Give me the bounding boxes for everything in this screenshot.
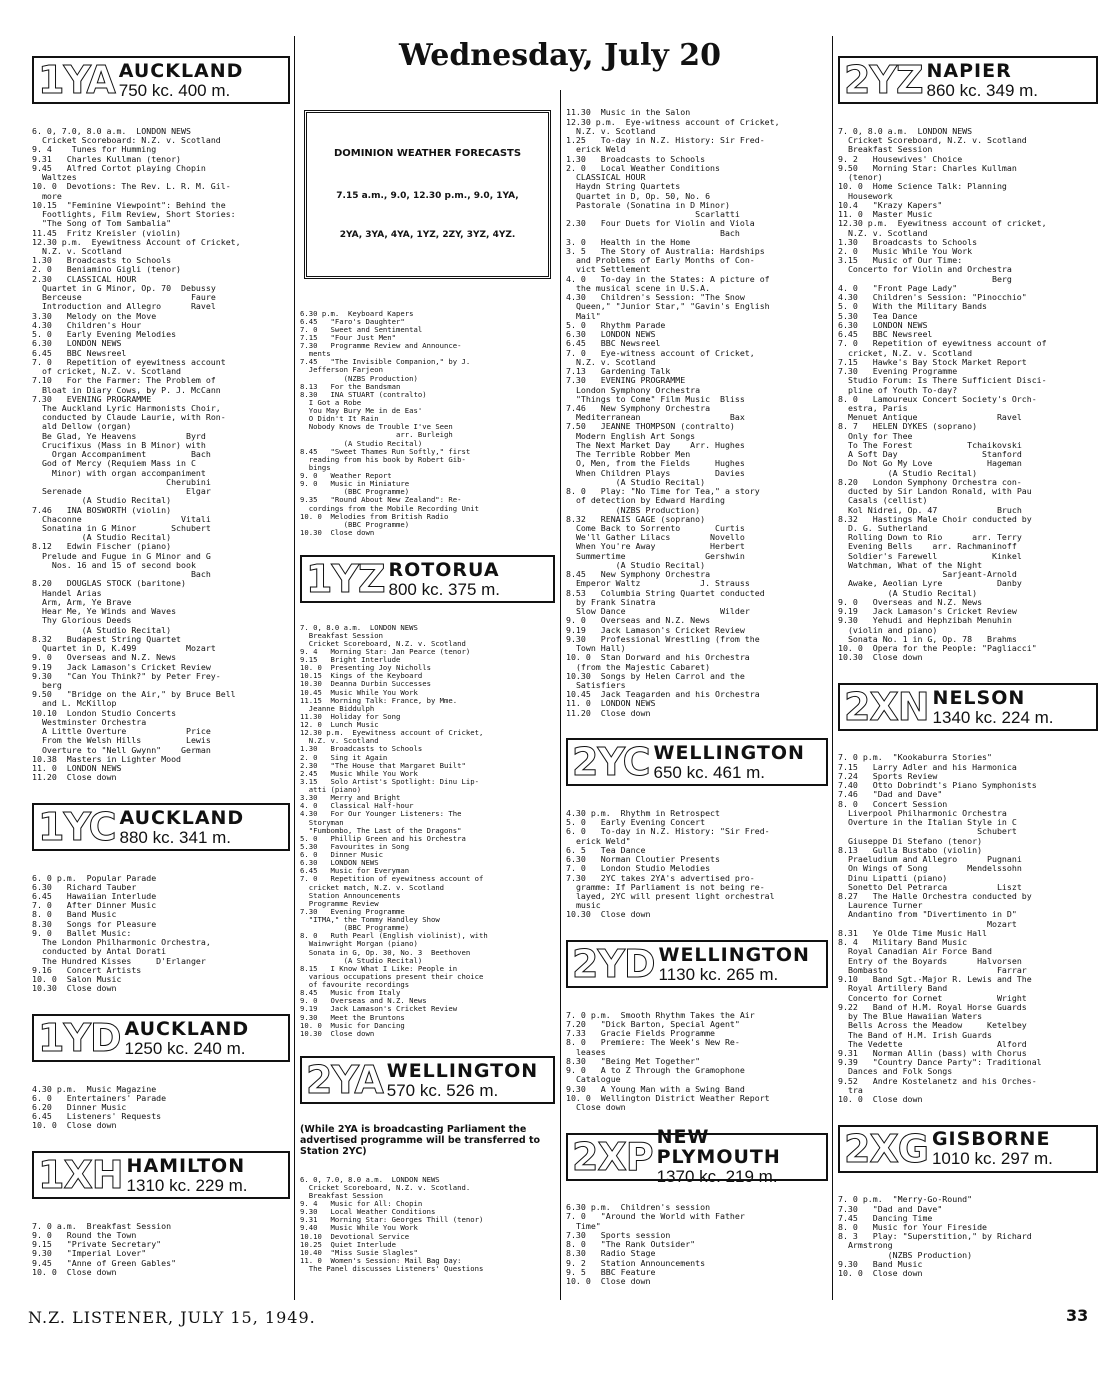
weather-line: 7.15 a.m., 9.0, 12.30 p.m., 9.0, 1YA, [336,191,519,202]
station-callsign: 1YZ [306,557,385,602]
station-callsign: 2YD [572,942,655,987]
column-4 [838,36,1098,1288]
column-rule [294,36,295,1300]
column-3 [566,90,828,1295]
station-frequency: 570 kc. 526 m. [386,1080,499,1100]
station-frequency: 880 kc. 341 m. [119,827,232,847]
program-listing-2xg: 7. 0 p.m. "Merry-Go-Round" 7.30 "Dad and Dave" 7.45 Dancing Time 8. 0 Music for Your Fireside 8. 3 Play: "Superstition," by Richard Armstrong (NZBS Production) 9.30 Band Music 10. 0 Close down [838,1194,1032,1279]
page-heading: Wednesday, July 20 [399,38,721,73]
station-city: NAPIER [926,59,1012,82]
page-number: 33 [1066,1306,1089,1325]
program-listing-1yd: 4.30 p.m. Music Magazine 6. 0 Entertainers' Parade 6.20 Dinner Music 6.45 Listeners' Requests 10. 0 Close down [32,1083,167,1131]
station-1yd [32,1014,290,1062]
station-callsign: 2XP [572,1134,653,1179]
station-callsign: 1XH [38,1153,123,1198]
station-callsign: 2YC [572,740,650,785]
station-2xg [838,1125,1098,1173]
column-rule [832,36,833,1300]
station-city: ROTORUA [388,558,500,581]
station-1ya [32,56,290,104]
station-frequency: 1130 kc. 265 m. [658,964,779,984]
station-1xh [32,1151,290,1199]
station-callsign: 2XN [844,685,929,729]
station-frequency: 650 kc. 461 m. [653,762,766,782]
station-city: GISBORNE [931,1128,1051,1151]
station-callsign: 1YC [38,805,116,850]
station-callsign: 2YZ [844,58,923,103]
weather-forecast-box [304,110,551,279]
station-city: NELSON [932,686,1026,709]
footer-publication: N.Z. LISTENER, JULY 15, 1949. [28,1308,316,1327]
program-listing-2xp: 6.30 p.m. Children's session 7. 0 "Around the World with Father Time" 7.30 Sports session 8. 0 "The Rank Outsider" 8.30 Radio Stage 9. 2 Station Announcements 9. 5 BBC Feature 10. 0 Close down [566,1202,745,1287]
station-city: NEW PLYMOUTH [656,1126,781,1169]
weather-title: DOMINION WEATHER FORECASTS [333,148,522,160]
program-listing-2ya: 6. 0, 7.0, 8.0 a.m. LONDON NEWS Cricket Scoreboard, N.Z. v. Scotland. Breakfast Session 9. 4 Music for All: Chopin 9.30 Local Weather Conditions 9.31 Morning Star: Georges Thill (tenor) 9.40 Music While You Work 10.10 Devotional Service 10.25 Quiet Interlude 10.40 "Miss Susie Slagles" 11. 0 Women's Session: Mail Bag Day: The Panel discusses Listeners' Questions [300,1174,484,1273]
station-city: WELLINGTON [386,1059,539,1082]
station-callsign: 1YA [38,58,115,103]
program-listing-2yd: 7. 0 p.m. Smooth Rhythm Takes the Air 7.20 "Dick Barton, Special Agent" 7.33 Gracie Fields Programme 8. 0 Premiere: The Week's New Re- leases 8.30 "Being Met Together" 9. 0 A to Z Through the Gramophone Catalogue 9.30 A Young Man with a Swing Band 10. 0 Wellington District Weather Report Close down [566,1009,770,1112]
station-city: HAMILTON [126,1154,246,1177]
program-listing-2ya-evening: 6.30 p.m. Keyboard Kapers 6.45 "Faro's Daughter" 7. 0 Sweet and Sentimental 7.15 "Four Just Men" 7.30 Programme Review and Announce- ments 7.45 "The Invisible Companion," by J. Jefferson Farjeon (NZBS Production) 8.13 For the Bandsman 8.30 INA STUART (contralto) I Got a Robe You May Bury Me in de Eas' O Didn't It Rain Nobody Knows de Trouble I've Seen arr. Burleigh (A Studio Recital) 8.45 "Sweet Thames Run Softly," first reading from his book by Robert Gib- bings 9. 0 Weather Report 9. 0 Music in Miniature (BBC Programme) 9.35 "Round About New Zealand": Re- cordings from the Mobile Recording Unit 10. 0 Melodies from British Radio (BBC Programme) 10.30 Close down [300,308,479,537]
program-listing-2yc: 4.30 p.m. Rhythm in Retrospect 5. 0 Early Evening Concert 6. 0 To-day in N.Z. History: "Sir Fred- erick Weld" 6. 5 Tea Dance 6.30 Norman Cloutier Presents 7. 0 London Studio Melodies 7.30 2YC takes 2YA's advertised pro- gramme: If Parliament is not being re- layed, 2YC will present light orchestral music 10.30 Close down [566,807,775,920]
weather-line: 2YA, 3YA, 4YA, 1YZ, 2ZY, 3YZ, 4YZ. [339,230,516,241]
parliament-note: (While 2YA is broadcasting Parliament the advertised programme will be transferred to Station 2YC) [300,1124,544,1158]
station-city: WELLINGTON [653,741,805,764]
station-2xn [838,683,1098,731]
station-callsign: 1YD [38,1016,121,1061]
station-callsign: 2XG [844,1126,928,1171]
station-callsign: 2YA [306,1058,383,1103]
station-frequency: 1370 kc. 219 m. [656,1167,778,1187]
program-listing-1yc: 6. 0 p.m. Popular Parade 6.30 Richard Tauber 6.45 Hawaiian Interlude 7. 0 After Dinner Music 8. 0 Band Music 8.30 Songs for Pleasure 9. 0 Ballet Music: The London Philharmonic Orchestra, conducted by Antal Dorati The Hundred Kisses D'Erlanger 9.16 Concert Artists 10. 0 Salon Music 10.30 Close down [32,872,211,994]
program-listing-2yz: 7. 0, 8.0 a.m. LONDON NEWS Cricket Scoreboard, N.Z. v. Scotland Breakfast Session 9. 2 Housewives' Choice 9.50 Morning Star: Charles Kullman (tenor) 10. 0 Home Science Talk: Planning Housework 10.4 "Krazy Kapers" 11. 0 Master Music 12.30 p.m. Eyewitness account of cricket, N.Z. v. Scotland 1.30 Broadcasts to Schools 2. 0 Music While You Work 3.15 Music of Our Time: Concerto for Violin and Orchestra Berg 4. 0 "Front Page Lady" 4.30 Children's Session: "Pinocchio" 5. 0 With the Military Bands 5.30 Tea Dance 6.30 LONDON NEWS 6.45 BBC Newsreel 7. 0 Repetition of eyewitness account of cricket, N.Z. v. Scotland 7.15 Hawke's Bay Stock Market Report 7.30 Evening Programme Studio Forum: Is There Sufficient Disci- pline of Youth To-day? 8. 0 Lamoureux Concert Society's Orch- estra, Paris Menuet Antique Ravel 8. 7 HELEN DYKES (soprano) Only for Thee To The Forest Tchaikovski A Soft Day Stanford Do Not Go My Love Hageman (A Studio Recital) 8.20 London Symphony Orchestra con- ducted by Sir Landon Ronald, with Pau Casals (cellist) Kol Nidrei, Op. 47 Bruch 8.32 Hastings Male Choir conducted by D. G. Sutherland Rolling Down to Rio arr. Terry Evening Bells arr. Rachmaninoff Soldier's Farewell Kinkel Watchman, What of the Night Sarjeant-Arnold Awake, Aeolian Lyre Danby (A Studio Recital) 9. 0 Overseas and N.Z. News 9.19 Jack Lamason's Cricket Review 9.30 Yehudi and Hephzibah Menuhin (violin and piano) Sonata No. 1 in G, Op. 78 Brahms 10. 0 Opera for the People: "Pagliacci" 10.30 Close down [838,125,1047,663]
program-listing-2ya-continued: 11.30 Music in the Salon 12.30 p.m. Eye-witness account of Cricket, N.Z. v. Scotland 1.25 To-day in N.Z. History: Sir Fred- erick Weld 1.30 Broadcasts to Schools 2. 0 Local Weather Conditions CLASSICAL HOUR Haydn String Quartets Quartet in D, Op. 50, No. 6 Pastorale (Sonatina in D Minor) Scarlatti 2.30 Four Duets for Violin and Viola Bach 3. 0 Health in the Home 3. 5 The Story of Australia: Hardships and Problems of Early Months of Con- vict Settlement 4. 0 To-day in the States: A picture of the musical scene in U.S.A. 4.30 Children's Session: "The Snow Queen," "Junior Star," "Gavin's English Mail" 5. 0 Rhythm Parade 6.30 LONDON NEWS 6.45 BBC Newsreel 7. 0 Eye-witness account of Cricket, N.Z. v. Scotland 7.13 Gardening Talk 7.30 EVENING PROGRAMME London Symphony Orchestra "Things to Come" Film Music Bliss 7.46 New Symphony Orchestra Mediterranean Bax 7.50 JEANNE THOMPSON (contralto) Modern English Art Songs The Next Market Day Arr. Hughes The Terrible Robber Men O, Men, from the Fields Hughes When Children Plays Davies (A Studio Recital) 8. 0 Play: "No Time for Tea," a story of detection by Edward Harding (NZBS Production) 8.32 RENAIS GAGE (soprano) Come Back to Sorrento Curtis We'll Gather Lilacs Novello When You're Away Herbert Summertime Gershwin (A Studio Recital) 8.45 New Symphony Orchestra Emperor Waltz J. Strauss 8.53 Columbia String Quartet conducted by Frank Sinatra Slow Dance Wilder 9. 0 Overseas and N.Z. News 9.19 Jack Lamason's Cricket Review 9.30 Professional Wrestling (from the Town Hall) 10. 0 Stan Dorward and his Orchestra (from the Majestic Cabaret) 10.30 Songs by Helen Carrol and the Satisfiers 10.45 Jack Teagarden and his Orchestra 11. 0 LONDON NEWS 11.20 Close down [566,107,780,718]
program-listing-1xh: 7. 0 a.m. Breakfast Session 9. 0 Round the Town 9.15 "Private Secretary" 9.30 "Imperial Lover" 9.45 "Anne of Green Gables" 10. 0 Close down [32,1220,177,1277]
station-frequency: 1310 kc. 229 m. [126,1175,248,1195]
station-frequency: 1010 kc. 297 m. [931,1149,1053,1169]
station-city: AUCKLAND [124,1017,250,1040]
station-city: AUCKLAND [119,806,245,829]
station-frequency: 860 kc. 349 m. [926,80,1039,100]
program-listing-1ya: 6. 0, 7.0, 8.0 a.m. LONDON NEWS Cricket Scoreboard: N.Z. v. Scotland 9. 4 Tunes for Humming 9.31 Charles Kullman (tenor) 9.45 Alfred Cortot playing Chopin Waltzes 10. 0 Devotions: The Rev. L. R. M. Gil- more 10.15 "Feminine Viewpoint": Behind the Footlights, Film Review, Short Stories: "The Song of Tom Sambalia" 11.45 Fritz Kreisler (violin) 12.30 p.m. Eyewitness Account of Cricket, N.Z. v. Scotland 1.30 Broadcasts to Schools 2. 0 Beniamino Gigli (tenor) 2.30 CLASSICAL HOUR Quartet in G Minor, Op. 70 Debussy Berceuse Faure Introduction and Allegro Ravel 3.30 Melody on the Move 4.30 Children's Hour 5. 0 Early Evening Melodies 6.30 LONDON NEWS 6.45 BBC Newsreel 7. 0 Repetition of eyewitness account of cricket, N.Z. v. Scotland 7.10 For the Farmer: The Problem of Bloat in Diary Cows, by P. J. McCann 7.30 EVENING PROGRAMME The Auckland Lyric Harmonists Choir, conducted by Claude Laurie, with Ron- ald Dellow (organ) Be Glad, Ye Heavens Byrd Crucifixus (Mass in B Minor) with Organ Accompaniment Bach God of Mercy (Requiem Mass in C Minor) with organ accompaniment Cherubini Serenade Elgar (A Studio Recital) 7.46 INA BOSWORTH (violin) Chaconne Vitali Sonatina in G Minor Schubert (A Studio Recital) 8.12 Edwin Fischer (piano) Prelude and Fugue in G Minor and G Nos. 16 and 15 of second book Bach 8.20 DOUGLAS STOCK (baritone) Handel Arias Arm, Arm, Ye Brave Hear Me, Ye Winds and Waves Thy Glorious Deeds (A Studio Recital) 8.32 Budapest String Quartet Quartet in D, K.499 Mozart 9. 0 Overseas and N.Z. News 9.19 Jack Lamason's Cricket Review 9.30 "Can You Think?" by Peter Frey- berg 9.50 "Bridge on the Air," by Bruce Bell and L. McKillop 10.10 London Studio Concerts Westminster Orchestra A Little Overture Price From the Welsh Hills Lewis Overture to "Nell Gwynn" German 10.38 Masters in Lighter Mood 11. 0 LONDON NEWS 11.20 Close down [32,125,241,783]
program-listing-1yz: 7. 0, 8.0 a.m. LONDON NEWS Breakfast Session Cricket Scoreboard, N.Z. v. Scotland 9. 4 Morning Star: Jan Pearce (tenor) 9.15 Bright Interlude 10. 0 Presenting Joy Nicholls 10.15 Kings of the Keyboard 10.30 Deanna Durbin Successes 10.45 Music While You Work 11.15 Morning Talk: France, by Mme. Jeanne Biddulph 11.30 Holiday for Song 12. 0 Lunch Music 12.30 p.m. Eyewitness account of Cricket, N.Z. v. Scotland 1.30 Broadcasts to Schools 2. 0 Sing it Again 2.30 "The House that Margaret Built" 2.45 Music While You Work 3.15 Solo Artist's Spotlight: Dinu Lip- atti (piano) 3.30 Merry and Bright 4. 0 Classical Half-hour 4.30 For Our Younger Listeners: The Storyman "Fumbombo, The Last of the Dragons" 5. 0 Phillip Green and his Orchestra 5.30 Favourites in Song 6. 0 Dinner Music 6.30 LONDON NEWS 6.45 Music for Everyman 7. 0 Repetition of eyewitness account of cricket match, N.Z. v. Scotland Station Announcements Programme Review 7.30 Evening Programme "ITMA," the Tommy Handley Show (BBC Programme) 8. 0 Ruth Pearl (English violinist), with Wainwright Morgan (piano) Sonata in G, Op. 30, No. 3 Beethoven (A Studio Recital) 8.15 I Know What I Like: People in various occupations present their choice of favourite recordings 8.45 Music from Italy 9. 0 Overseas and N.Z. News 9.19 Jack Lamason's Cricket Review 9.30 Meet the Bruntons 10. 0 Music for Dancing 10.30 Close down [300,622,488,1038]
column-2 [300,90,555,1281]
column-1 [32,36,290,1286]
station-city: WELLINGTON [658,943,810,966]
station-city: AUCKLAND [118,59,244,82]
column-rule [560,90,561,1300]
station-frequency: 1250 kc. 240 m. [124,1038,246,1058]
station-frequency: 800 kc. 375 m. [388,579,501,599]
program-listing-2xn: 7. 0 p.m. "Kookaburra Stories" 7.15 Larry Adler and his Harmonica 7.24 Sports Review 7.40 Otto Dobrindt's Piano Symphonists 7.46 "Dad and Dave" 8. 0 Concert Session Liverpool Philharmonic Orchestra Overture in the Italian Style in C Schubert Giuseppe Di Stefano (tenor) 8.13 Gulla Bustabo (violin) Praeludium and Allegro Pugnani On Wings of Song Mendelssohn Dinu Lipatti (piano) Sonetto Del Petrarca Liszt 8.27 The Halle Orchestra conducted by Laurence Turner Andantino from "Divertimento in D" Mozart 8.31 Ye Olde Time Music Hall 8. 4 Military Band Music Royal Canadian Air Force Band Entry of the Boyards Halvorsen Bombasto Farrar 9.10 Band Sgt.-Major R. Lewis and The Royal Artillery Band Concerto for Cornet Wright 9.22 Band of H.M. Royal Horse Guards by The Blue Hawaiian Waters Bells Across the Meadow Ketelbey The Band of H.M. Irish Guards The Vedette Alford 9.31 Norman Allin (bass) with Chorus 9.39 "Country Dance Party": Traditional Dances and Folk Songs 9.52 Andre Kostelanetz and his Orches- tra 10. 0 Close down [838,752,1042,1105]
station-2xp [566,1126,828,1187]
station-2yz [838,56,1098,104]
station-frequency: 750 kc. 400 m. [118,80,231,100]
station-frequency: 1340 kc. 224 m. [932,707,1054,727]
station-2yd [566,940,828,988]
station-2yc [566,738,828,786]
station-2ya [300,1056,555,1104]
station-1yc [32,803,290,851]
station-1yz [300,555,555,603]
